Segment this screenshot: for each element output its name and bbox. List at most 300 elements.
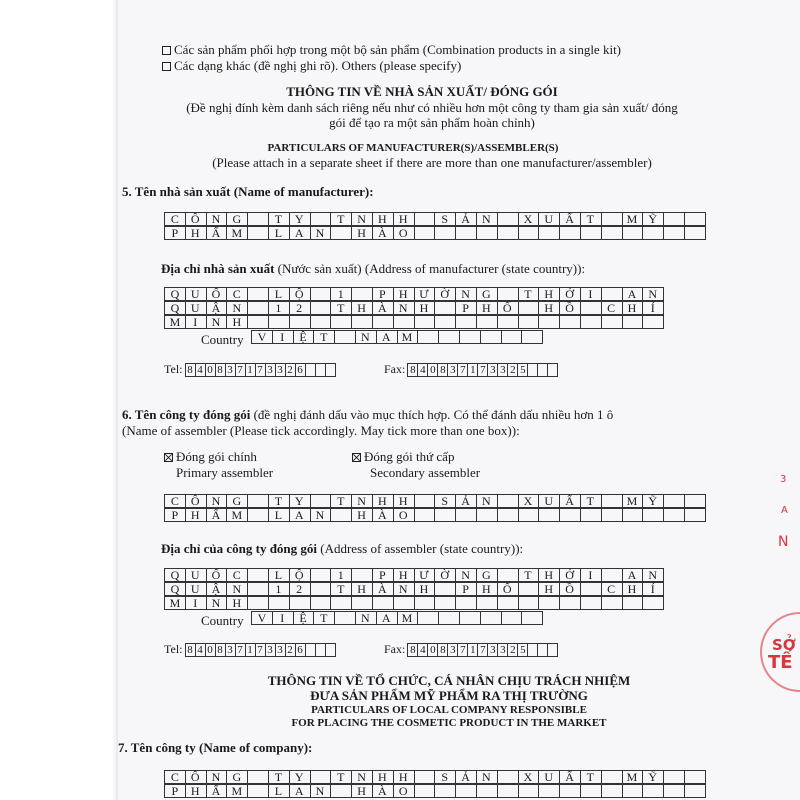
form-letter-cell[interactable]: A [376,611,398,625]
form-letter-cell[interactable]: T [268,494,290,508]
form-letter-cell[interactable]: Ô [185,770,207,784]
form-letter-cell[interactable]: H [226,596,248,610]
form-letter-cell[interactable] [521,611,543,625]
form-letter-cell[interactable]: N [355,330,377,344]
checkbox-icon[interactable] [162,46,171,55]
form-letter-cell[interactable]: Í [642,301,664,315]
form-letter-cell[interactable]: T [580,494,602,508]
digit-cell[interactable]: 0 [428,643,438,657]
form-letter-cell[interactable]: T [518,287,540,301]
form-letter-cell[interactable]: V [252,330,273,344]
form-letter-cell[interactable] [455,596,477,610]
digit-cell[interactable]: 3 [266,363,276,377]
form-letter-cell[interactable] [310,770,332,784]
form-letter-cell[interactable]: H [185,508,207,522]
checked-box-icon[interactable] [164,453,173,462]
form-letter-cell[interactable] [497,287,519,301]
form-letter-cell[interactable] [310,212,332,226]
form-letter-cell[interactable] [580,582,602,596]
form-letter-cell[interactable]: H [414,301,436,315]
form-letter-cell[interactable]: H [538,568,560,582]
form-letter-cell[interactable]: Ư [414,568,436,582]
tel-digit-boxes[interactable] [185,363,336,377]
form-letter-cell[interactable] [663,508,685,522]
form-letter-cell[interactable]: N [206,596,228,610]
form-letter-cell[interactable]: N [310,508,332,522]
form-letter-cell[interactable] [601,287,623,301]
q5-name-row-2[interactable] [164,226,706,240]
form-letter-cell[interactable]: 1 [330,287,352,301]
form-letter-cell[interactable]: Ả [455,770,477,784]
form-letter-cell[interactable] [434,784,456,798]
form-letter-cell[interactable]: Ấ [559,494,581,508]
form-letter-cell[interactable] [247,212,269,226]
form-letter-cell[interactable] [580,596,602,610]
form-letter-cell[interactable]: M [165,596,186,610]
form-letter-cell[interactable] [501,611,523,625]
form-letter-cell[interactable] [476,596,498,610]
form-letter-cell[interactable]: M [226,508,248,522]
form-letter-cell[interactable]: T [580,770,602,784]
form-letter-cell[interactable] [414,226,436,240]
form-letter-cell[interactable]: H [393,770,415,784]
form-letter-cell[interactable]: H [185,784,207,798]
form-letter-cell[interactable] [310,315,332,329]
form-letter-cell[interactable]: Ậ [206,301,228,315]
form-letter-cell[interactable] [330,596,352,610]
digit-cell[interactable]: 2 [508,363,518,377]
form-letter-cell[interactable]: M [622,494,644,508]
form-letter-cell[interactable]: L [268,568,290,582]
form-letter-cell[interactable]: N [206,212,228,226]
form-letter-cell[interactable] [601,784,623,798]
form-letter-cell[interactable]: S [434,494,456,508]
form-letter-cell[interactable]: M [165,315,186,329]
form-letter-cell[interactable]: T [313,330,335,344]
form-letter-cell[interactable]: U [185,301,207,315]
form-letter-cell[interactable]: À [372,508,394,522]
form-letter-cell[interactable] [268,596,290,610]
fax-digit-boxes[interactable] [407,643,558,657]
form-letter-cell[interactable] [393,315,415,329]
form-letter-cell[interactable] [642,226,664,240]
form-letter-cell[interactable] [559,784,581,798]
form-letter-cell[interactable]: N [351,212,373,226]
digit-cell[interactable]: 3 [448,363,458,377]
form-letter-cell[interactable]: Ộ [289,568,311,582]
form-letter-cell[interactable]: O [393,508,415,522]
form-letter-cell[interactable]: H [351,508,373,522]
form-letter-cell[interactable]: M [622,770,644,784]
form-letter-cell[interactable]: H [476,301,498,315]
form-letter-cell[interactable]: Ậ [206,582,228,596]
form-letter-cell[interactable] [434,315,456,329]
form-letter-cell[interactable] [438,611,460,625]
form-letter-cell[interactable]: À [372,582,394,596]
form-letter-cell[interactable] [459,611,481,625]
digit-cell[interactable]: 3 [488,643,498,657]
digit-cell[interactable]: 5 [518,643,528,657]
form-letter-cell[interactable]: C [601,301,623,315]
form-letter-cell[interactable]: P [372,287,394,301]
form-letter-cell[interactable] [247,315,269,329]
form-letter-cell[interactable]: H [351,226,373,240]
form-letter-cell[interactable] [497,596,519,610]
form-letter-cell[interactable]: N [226,582,248,596]
form-letter-cell[interactable] [684,212,706,226]
q5-address-row-2[interactable] [164,301,664,315]
form-letter-cell[interactable]: P [455,301,477,315]
digit-cell[interactable] [538,643,548,657]
form-letter-cell[interactable]: T [330,301,352,315]
digit-cell[interactable]: 3 [226,363,236,377]
form-letter-cell[interactable]: Y [289,212,311,226]
form-letter-cell[interactable]: M [397,611,419,625]
form-letter-cell[interactable] [684,784,706,798]
form-letter-cell[interactable] [310,596,332,610]
form-letter-cell[interactable]: À [372,226,394,240]
form-letter-cell[interactable]: Ẩ [206,226,228,240]
form-letter-cell[interactable]: N [476,212,498,226]
form-letter-cell[interactable] [247,784,269,798]
digit-cell[interactable]: 1 [246,363,256,377]
digit-cell[interactable]: 8 [438,643,448,657]
form-letter-cell[interactable]: X [518,494,540,508]
form-letter-cell[interactable]: C [165,770,186,784]
digit-cell[interactable]: 7 [478,643,488,657]
digit-cell[interactable] [316,363,326,377]
form-letter-cell[interactable]: L [268,784,290,798]
form-letter-cell[interactable]: Ẩ [206,508,228,522]
form-letter-cell[interactable]: O [393,226,415,240]
form-letter-cell[interactable]: A [376,330,398,344]
form-letter-cell[interactable] [434,596,456,610]
form-letter-cell[interactable] [438,330,460,344]
form-letter-cell[interactable]: T [330,212,352,226]
form-letter-cell[interactable]: G [226,770,248,784]
form-letter-cell[interactable]: N [351,494,373,508]
digit-cell[interactable] [548,363,558,377]
digit-cell[interactable] [306,643,316,657]
form-letter-cell[interactable] [559,508,581,522]
form-letter-cell[interactable]: Ớ [559,287,581,301]
form-letter-cell[interactable] [663,494,685,508]
form-letter-cell[interactable]: H [372,494,394,508]
form-letter-cell[interactable]: N [226,301,248,315]
form-letter-cell[interactable]: Ô [185,494,207,508]
form-letter-cell[interactable] [601,508,623,522]
form-letter-cell[interactable]: Q [165,287,186,301]
form-letter-cell[interactable]: À [372,301,394,315]
form-letter-cell[interactable] [559,596,581,610]
digit-cell[interactable]: 6 [296,363,306,377]
form-letter-cell[interactable] [434,301,456,315]
form-letter-cell[interactable]: G [226,494,248,508]
digit-cell[interactable]: 7 [458,643,468,657]
form-letter-cell[interactable]: N [455,287,477,301]
form-letter-cell[interactable] [684,508,706,522]
form-letter-cell[interactable] [372,596,394,610]
digit-cell[interactable] [548,643,558,657]
form-letter-cell[interactable] [497,212,519,226]
q5-address-row-3[interactable] [164,315,664,329]
form-letter-cell[interactable] [518,582,540,596]
form-letter-cell[interactable]: I [580,568,602,582]
form-letter-cell[interactable]: A [289,784,311,798]
form-letter-cell[interactable]: T [313,611,335,625]
form-letter-cell[interactable] [247,494,269,508]
digit-cell[interactable]: 2 [508,643,518,657]
form-letter-cell[interactable] [601,596,623,610]
form-letter-cell[interactable]: L [268,226,290,240]
q5-address-row-1[interactable] [164,287,664,301]
digit-cell[interactable]: 8 [216,643,226,657]
digit-cell[interactable] [316,643,326,657]
digit-cell[interactable]: 8 [186,643,196,657]
form-letter-cell[interactable]: U [185,582,207,596]
form-letter-cell[interactable]: H [622,582,644,596]
form-letter-cell[interactable]: N [476,494,498,508]
form-letter-cell[interactable]: Q [165,582,186,596]
form-letter-cell[interactable] [455,784,477,798]
form-letter-cell[interactable] [330,508,352,522]
form-letter-cell[interactable]: Q [165,301,186,315]
form-letter-cell[interactable] [538,596,560,610]
digit-cell[interactable]: 6 [296,643,306,657]
form-letter-cell[interactable]: T [268,770,290,784]
form-letter-cell[interactable]: X [518,770,540,784]
form-letter-cell[interactable] [580,301,602,315]
form-letter-cell[interactable] [414,508,436,522]
form-letter-cell[interactable] [310,287,332,301]
checkbox-icon[interactable] [162,62,171,71]
digit-cell[interactable]: 3 [266,643,276,657]
form-letter-cell[interactable] [497,315,519,329]
q6-address-row-1[interactable] [164,568,664,582]
form-letter-cell[interactable]: N [355,611,377,625]
form-letter-cell[interactable]: T [330,770,352,784]
form-letter-cell[interactable]: H [476,582,498,596]
form-letter-cell[interactable]: Ấ [559,770,581,784]
form-letter-cell[interactable] [247,301,269,315]
form-letter-cell[interactable] [476,226,498,240]
digit-cell[interactable]: 3 [488,363,498,377]
form-letter-cell[interactable]: Ỹ [642,212,664,226]
form-letter-cell[interactable]: U [538,212,560,226]
form-letter-cell[interactable]: H [538,301,560,315]
q6-address-row-2[interactable] [164,582,664,596]
form-letter-cell[interactable]: 1 [268,301,290,315]
form-letter-cell[interactable]: H [393,287,415,301]
form-letter-cell[interactable] [559,226,581,240]
digit-cell[interactable]: 3 [276,643,286,657]
form-letter-cell[interactable]: N [393,582,415,596]
form-letter-cell[interactable] [434,226,456,240]
form-letter-cell[interactable]: S [434,770,456,784]
form-letter-cell[interactable] [414,596,436,610]
form-letter-cell[interactable]: Ố [497,301,519,315]
form-letter-cell[interactable] [501,330,523,344]
form-letter-cell[interactable] [538,226,560,240]
form-letter-cell[interactable] [521,330,543,344]
form-letter-cell[interactable]: N [455,568,477,582]
digit-cell[interactable]: 5 [518,363,528,377]
form-letter-cell[interactable]: T [330,582,352,596]
form-letter-cell[interactable]: Q [165,568,186,582]
digit-cell[interactable]: 7 [256,643,266,657]
form-letter-cell[interactable] [622,784,644,798]
digit-cell[interactable]: 4 [418,363,428,377]
form-letter-cell[interactable]: M [397,330,419,344]
form-letter-cell[interactable]: H [393,568,415,582]
form-letter-cell[interactable]: I [272,611,294,625]
q5-name-row-1[interactable] [164,212,706,226]
digit-cell[interactable]: 3 [226,643,236,657]
form-letter-cell[interactable] [351,596,373,610]
form-letter-cell[interactable]: T [268,212,290,226]
form-letter-cell[interactable] [580,508,602,522]
form-letter-cell[interactable] [480,330,502,344]
form-letter-cell[interactable]: N [310,226,332,240]
form-letter-cell[interactable] [268,315,290,329]
form-letter-cell[interactable] [330,784,352,798]
form-letter-cell[interactable]: A [622,568,644,582]
form-letter-cell[interactable]: Ấ [559,212,581,226]
form-letter-cell[interactable]: I [185,596,207,610]
form-letter-cell[interactable] [518,301,540,315]
form-letter-cell[interactable] [310,582,332,596]
digit-cell[interactable]: 1 [468,363,478,377]
form-letter-cell[interactable] [601,212,623,226]
form-letter-cell[interactable]: Í [642,582,664,596]
form-letter-cell[interactable]: Ớ [559,568,581,582]
form-letter-cell[interactable] [642,784,664,798]
digit-cell[interactable] [538,363,548,377]
digit-cell[interactable]: 7 [256,363,266,377]
form-letter-cell[interactable]: C [165,212,186,226]
form-letter-cell[interactable] [351,568,373,582]
form-letter-cell[interactable]: P [165,784,186,798]
digit-cell[interactable]: 2 [286,643,296,657]
digit-cell[interactable]: 8 [408,363,418,377]
form-letter-cell[interactable]: T [518,568,540,582]
form-letter-cell[interactable] [497,226,519,240]
form-letter-cell[interactable] [601,226,623,240]
digit-cell[interactable]: 0 [428,363,438,377]
form-letter-cell[interactable] [289,596,311,610]
q6-country-value[interactable] [251,611,543,625]
form-letter-cell[interactable] [580,315,602,329]
form-letter-cell[interactable]: H [351,582,373,596]
form-letter-cell[interactable] [601,315,623,329]
form-letter-cell[interactable]: N [310,784,332,798]
form-letter-cell[interactable] [601,494,623,508]
digit-cell[interactable] [306,363,316,377]
form-letter-cell[interactable]: 2 [289,301,311,315]
form-letter-cell[interactable]: 1 [268,582,290,596]
form-letter-cell[interactable] [538,508,560,522]
form-letter-cell[interactable] [580,226,602,240]
form-letter-cell[interactable]: S [434,212,456,226]
form-letter-cell[interactable]: Ờ [434,287,456,301]
form-letter-cell[interactable] [663,212,685,226]
form-letter-cell[interactable]: Ố [206,568,228,582]
form-letter-cell[interactable]: Ỹ [642,494,664,508]
form-letter-cell[interactable]: U [538,494,560,508]
form-letter-cell[interactable]: G [226,212,248,226]
form-letter-cell[interactable]: C [226,568,248,582]
digit-cell[interactable]: 8 [216,363,226,377]
form-letter-cell[interactable]: C [165,494,186,508]
form-letter-cell[interactable] [497,494,519,508]
form-letter-cell[interactable]: L [268,287,290,301]
form-letter-cell[interactable] [334,611,356,625]
form-letter-cell[interactable] [622,226,644,240]
form-letter-cell[interactable]: Ố [206,287,228,301]
form-letter-cell[interactable] [642,315,664,329]
form-letter-cell[interactable]: I [185,315,207,329]
form-letter-cell[interactable] [310,568,332,582]
checked-box-icon[interactable] [352,453,361,462]
form-letter-cell[interactable] [642,508,664,522]
digit-cell[interactable]: 1 [468,643,478,657]
form-letter-cell[interactable]: H [414,582,436,596]
form-letter-cell[interactable] [580,784,602,798]
form-letter-cell[interactable] [601,568,623,582]
digit-cell[interactable]: 8 [408,643,418,657]
form-letter-cell[interactable] [351,315,373,329]
form-letter-cell[interactable]: M [622,212,644,226]
form-letter-cell[interactable]: H [372,212,394,226]
form-letter-cell[interactable] [684,226,706,240]
digit-cell[interactable]: 4 [196,363,206,377]
form-letter-cell[interactable] [247,770,269,784]
form-letter-cell[interactable] [518,315,540,329]
form-letter-cell[interactable]: H [393,494,415,508]
form-letter-cell[interactable]: N [206,494,228,508]
form-letter-cell[interactable]: Ệ [293,611,315,625]
form-letter-cell[interactable] [663,784,685,798]
form-letter-cell[interactable] [663,226,685,240]
form-letter-cell[interactable] [247,582,269,596]
form-letter-cell[interactable]: Ỹ [642,770,664,784]
form-letter-cell[interactable]: C [226,287,248,301]
form-letter-cell[interactable]: M [226,226,248,240]
form-letter-cell[interactable] [476,315,498,329]
q5-country-value[interactable] [251,330,543,344]
form-letter-cell[interactable]: P [165,226,186,240]
form-letter-cell[interactable]: C [601,582,623,596]
form-letter-cell[interactable]: H [372,770,394,784]
form-letter-cell[interactable]: Ộ [289,287,311,301]
form-letter-cell[interactable]: H [538,287,560,301]
form-letter-cell[interactable] [414,315,436,329]
form-letter-cell[interactable] [684,494,706,508]
form-letter-cell[interactable] [455,508,477,522]
form-letter-cell[interactable] [334,330,356,344]
form-letter-cell[interactable]: G [476,568,498,582]
form-letter-cell[interactable] [663,770,685,784]
form-letter-cell[interactable]: G [476,287,498,301]
form-letter-cell[interactable] [417,330,439,344]
form-letter-cell[interactable]: Ồ [559,582,581,596]
digit-cell[interactable]: 8 [186,363,196,377]
form-letter-cell[interactable]: U [185,568,207,582]
form-letter-cell[interactable]: X [518,212,540,226]
form-letter-cell[interactable] [538,315,560,329]
form-letter-cell[interactable]: P [165,508,186,522]
form-letter-cell[interactable] [476,508,498,522]
